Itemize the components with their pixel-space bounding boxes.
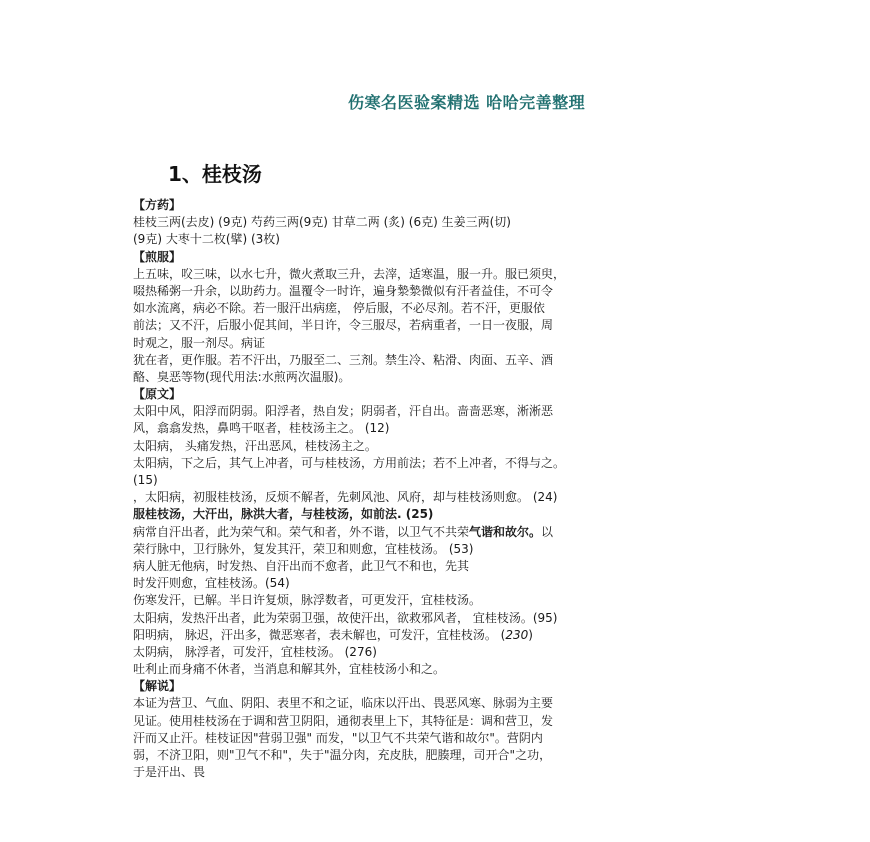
- text-span: 以: [541, 524, 554, 539]
- body-line: 时观之，服一剂尽。病证: [133, 335, 266, 350]
- body-line: 太阳中风，阳浮而阴弱。阳浮者，热自发；阴弱者，汗自出。啬啬恶寒，淅淅恶: [133, 404, 554, 419]
- body-line: 本证为营卫、气血、阴阳、表里不和之证，临床以汗出、畏恶风寒、脉弱为主要: [133, 696, 554, 711]
- body-line: 见证。使用桂枝汤在于调和营卫阴阳，通彻表里上下，其特征是：调和营卫，发: [133, 713, 554, 728]
- body-line: 汗而又止汗。桂枝证因"营弱卫强" 而发，"以卫气不共荣气谐和故尔"。营阴内: [133, 730, 543, 745]
- body-line: 酪、臭恶等物(现代用法:水煎两次温服)。: [133, 369, 351, 384]
- body-line: 服桂枝汤，大汗出，脉洪大者，与桂枝汤，如前法. (25): [133, 507, 434, 522]
- body-line: 于是汗出、畏: [133, 765, 206, 780]
- section-heading: 1、桂枝汤: [168, 162, 262, 186]
- body-line: 太阳病，下之后，其气上冲者，可与桂枝汤，方用前法；若不上冲者，不得与之。: [133, 455, 566, 470]
- body-line: 如水流离，病必不除。若一服汗出病瘥， 停后服，不必尽剂。若不汗，更服依: [133, 301, 545, 316]
- body-line: 太阳病，发热汗出者，此为荣弱卫强，故使汗出，欲救邪风者， 宜桂枝汤。(95): [133, 610, 558, 625]
- text-span: ): [528, 627, 533, 642]
- body-line: 太阴病， 脉浮者，可发汗，宜桂枝汤。 (276): [133, 644, 377, 659]
- body-line: 啜热稀粥一升余，以助药力。温覆令一时许，遍身漐漐微似有汗者益佳，不可令: [133, 283, 554, 298]
- section-tag: 【煎服】: [133, 249, 182, 264]
- section-tag: 【解说】: [133, 679, 182, 694]
- body-line: (9克) 大枣十二枚(擘) (3枚): [133, 232, 280, 247]
- text-span: 阳明病， 脉迟，汗出多，微恶寒者，表未解也，可发汗，宜桂枝汤。 (: [133, 627, 506, 642]
- body-line: ，太阳病，初服桂枝汤，反烦不解者，先刺风池、风府，却与桂枝汤则愈。 (24): [133, 490, 558, 505]
- section-tag: 【原文】: [133, 387, 182, 402]
- body-line: 弱，不济卫阳，则"卫气不和"，失于"温分肉，充皮肤，肥腠理，司开合"之功，: [133, 748, 552, 762]
- document-body: [133, 197, 745, 781]
- body-line: 伤寒发汗，已解。半日许复烦，脉浮数者，可更发汗，宜桂枝汤。: [133, 593, 482, 608]
- body-line: 桂枝三两(去皮) (9克) 芍药三两(9克) 甘草二两 (炙) (6克) 生姜三两(切): [133, 215, 511, 230]
- body-line: 风，翕翕发热，鼻鸣干呕者，桂枝汤主之。 (12): [133, 421, 390, 436]
- body-line: 时发汗则愈，宜桂枝汤。(54): [133, 576, 290, 591]
- body-line: 犹在者，更作服。若不汗出，乃服至二、三剂。禁生冷、粘滑、肉面、五辛、酒: [133, 352, 554, 367]
- body-line: 吐利止而身痛不休者，当消息和解其外，宜桂枝汤小和之。: [133, 662, 446, 677]
- body-line: 太阳病， 头痛发热，汗出恶风，桂枝汤主之。: [133, 438, 377, 453]
- body-line: 荣行脉中，卫行脉外，复发其汗，荣卫和则愈，宜桂枝汤。 (53): [133, 541, 474, 556]
- body-line: (15): [133, 473, 158, 487]
- text-span: 气谐和故尔。: [469, 524, 542, 539]
- body-line: 上五味，㕮三味，以水七升，微火煮取三升，去滓，适寒温，服一升。服已须臾，: [133, 266, 566, 281]
- text-span: 230: [505, 627, 529, 642]
- section-tag: 【方药】: [133, 198, 182, 212]
- text-span: 病常自汗出者，此为荣气和。荣气和者，外不谐，以卫气不共荣: [133, 524, 470, 539]
- document-title: 伤寒名医验案精选 哈哈完善整理: [348, 93, 586, 112]
- body-line: [133, 627, 745, 644]
- body-line: [133, 524, 745, 541]
- body-line: 病人脏无他病，时发热、自汗出而不愈者，此卫气不和也，先其: [133, 558, 470, 573]
- body-line: 前法；又不汗，后服小促其间，半日许，令三服尽，若病重者，一日一夜服，周: [133, 318, 554, 333]
